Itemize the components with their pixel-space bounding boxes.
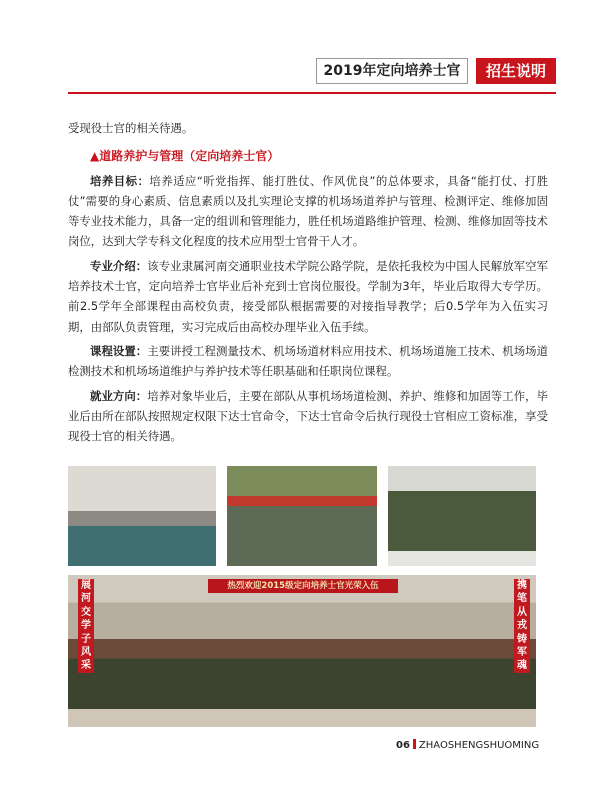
page-footer (396, 739, 546, 753)
header-badge: 招生说明 (476, 58, 556, 84)
paragraph-goal (68, 171, 548, 252)
term-employment: 就业方向： (90, 388, 148, 403)
article-body (68, 118, 548, 450)
photo-training-formation (227, 466, 377, 566)
photo-female-cadets (68, 466, 216, 566)
text-intro: 该专业隶属河南交通职业技术学院公路学院，是依托我校为中国人民解放军空军培养技术士官，定向培养士官毕业后补充到士官岗位服役。学制为3年，毕业后取得大专学历。前2.5学年全部课程由高校负责，接受部队根据需要的对接指导教学；后0.5学年为入伍实习期，由部队负责管理，实习完成后由高校办理毕业入伍手续。 (68, 258, 548, 334)
paragraph-courses (68, 341, 548, 382)
right-vertical-banner: 携笔从戎铸军魂 (514, 579, 530, 673)
text-courses: 主要讲授工程测量技术、机场场道材料应用技术、机场场道施工技术、机场场道检测技术和机场场道维护与养护技术等任职基础和任职岗位课程。 (68, 343, 548, 379)
page-header (316, 58, 556, 84)
term-courses: 课程设置： (90, 343, 148, 358)
group-photo-banner: 热烈欢迎2015级定向培养士官光荣入伍 (208, 579, 398, 593)
left-vertical-banner: 展河交学子风采 (78, 579, 94, 673)
term-intro: 专业介绍： (90, 258, 148, 273)
paragraph-intro (68, 256, 548, 337)
header-title: 2019年定向培养士官 (316, 58, 468, 84)
page-number: 06 (396, 740, 410, 751)
section-title: ▲道路养护与管理（定向培养士官） (90, 149, 280, 164)
text-goal: 培养适应“听党指挥、能打胜仗、作风优良”的总体要求，具备“能打仗、打胜仗”需要的身心素质、信息素质以及扎实理论支撑的机场场道养护与管理、检测评定、维修加固等专业技术能力，具备一定的组训和管理能力，胜任机场道路维护管理、检测、维修加固等技术岗位，达到大学专科文化程度的技术应用型士官骨干人才。 (68, 173, 548, 249)
photo-group-enlistment (68, 575, 536, 727)
footer-accent-bar (413, 739, 416, 749)
paragraph-employment (68, 386, 548, 447)
term-goal: 培养目标： (90, 173, 150, 188)
lead-line: 受现役士官的相关待遇。 (68, 121, 194, 135)
text-employment: 培养对象毕业后，主要在部队从事机场场道检测、养护、维修和加固等工作，毕业后由所在部队按照规定权限下达士官命令，下达士官命令后执行现役士官相应工资标准，享受现役士官的相关待遇。 (68, 388, 548, 444)
footer-label: ZHAOSHENGSHUOMING (418, 740, 540, 751)
photo-classroom (388, 466, 536, 566)
header-divider (68, 92, 556, 94)
